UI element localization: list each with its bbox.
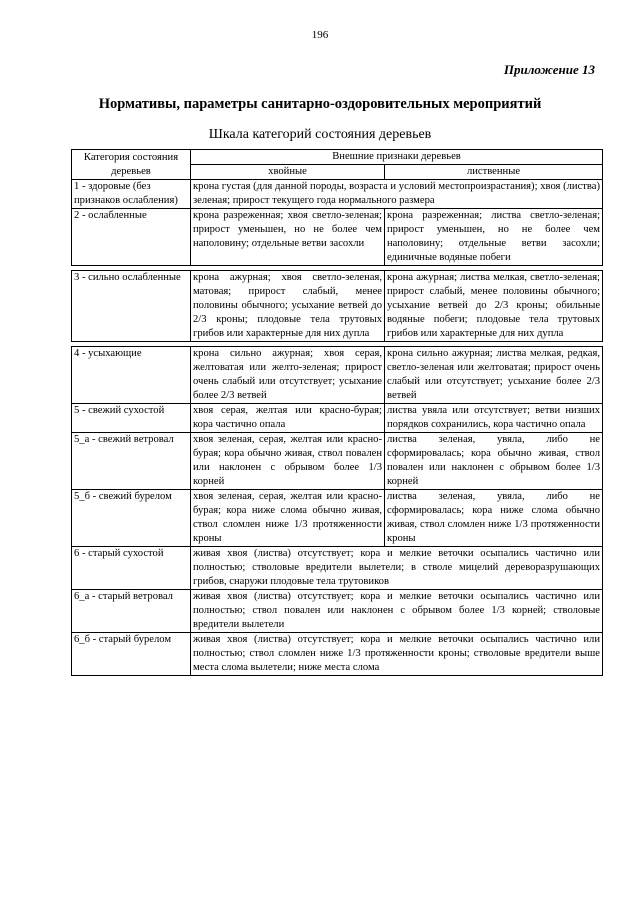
page-number: 196 (311, 29, 329, 41)
row-category: 5 - свежий сухостой (72, 404, 191, 433)
row-category: 4 - усыхающие (72, 347, 191, 404)
row-signs-merged: живая хвоя (листва) отсутствует; кора и мелкие веточки осыпались частично или полностью; ствол сломлен ниже 1/3 протяженности кроны; стволовые вредители выше места слома вылетели; ниже места слома (191, 633, 603, 676)
row-category: 2 - ослабленные (72, 209, 191, 266)
table-row (72, 633, 603, 676)
header-conifer: хвойные (191, 165, 385, 180)
row-category: 3 - сильно ослабленные (72, 271, 191, 342)
row-signs-conifer: крона разреженная; хвоя светло-зеленая; прирост уменьшен, но не более чем наполовину; отдельные ветви засохли (191, 209, 385, 266)
row-signs-deciduous: крона ажурная; листва мелкая, светло-зеленая; прирост слабый, менее половины обычного; усыхание ветвей до 2/3 кроны; обильные водяные побеги; плодовые тела трутовых грибов или характерные для них дупла (385, 271, 603, 342)
table-title: Шкала категорий состояния деревьев (208, 127, 432, 142)
row-signs-deciduous: листва зеленая, увяла, либо не сформировалась; кора обычно живая, ствол повален или наклонен с обрывом более 1/3 корней (385, 433, 603, 490)
header-deciduous: лиственные (385, 165, 603, 180)
table-row (72, 271, 603, 342)
table-row (72, 347, 603, 404)
document-title: Нормативы, параметры санитарно-оздоровительных мероприятий (98, 96, 542, 112)
row-category: 6 - старый сухостой (72, 547, 191, 590)
table-row (72, 590, 603, 633)
row-signs-merged: живая хвоя (листва) отсутствует; кора и мелкие веточки осыпались частично или полностью; ствол повален или наклонен с обрывом более 1/3 корней; стволовые вредители вылетели (191, 590, 603, 633)
table-header-row (72, 150, 603, 165)
tree-condition-table (71, 149, 603, 676)
row-signs-conifer: хвоя зеленая, серая, желтая или красно-бурая; кора обычно живая, ствол повален или наклонен с обрывом более 1/3 корней (191, 433, 385, 490)
header-signs: Внешние признаки деревьев (191, 150, 603, 165)
row-signs-deciduous: листва зеленая, увяла, либо не сформировалась; кора ниже слома обычно живая, ствол сломлен ниже 1/3 протяженности кроны (385, 490, 603, 547)
header-category: Категория состояния деревьев (72, 150, 191, 180)
row-category: 6_б - старый бурелом (72, 633, 191, 676)
row-signs-merged: живая хвоя (листва) отсутствует; кора и мелкие веточки осыпались частично или полностью; стволовые вредители вылетели; в стволе мицелий дереворазрушающих грибов, снаружи плодовые тела трутовиков (191, 547, 603, 590)
table-row (72, 433, 603, 490)
row-signs-merged: крона густая (для данной породы, возраста и условий местопроизрастания); хвоя (листва) зеленая; прирост текущего года нормального размера (191, 180, 603, 209)
row-category: 1 - здоровые (без признаков ослабления) (72, 180, 191, 209)
row-signs-conifer: крона ажурная; хвоя светло-зеленая, матовая; прирост слабый, менее половины обычного; усыхание ветвей до 2/3 кроны; плодовые тела трутовых грибов или характерные для них дупла (191, 271, 385, 342)
table-row (72, 490, 603, 547)
row-category: 5_б - свежий бурелом (72, 490, 191, 547)
row-signs-conifer: крона сильно ажурная; хвоя серая, желтоватая или желто-зеленая; прирост очень слабый или отсутствует; усыхание более 2/3 ветвей (191, 347, 385, 404)
row-signs-deciduous: листва увяла или отсутствует; ветви низших порядков сохранились, кора частично опала (385, 404, 603, 433)
appendix-label: Приложение 13 (503, 62, 595, 77)
row-signs-deciduous: крона сильно ажурная; листва мелкая, редкая, светло-зеленая или желтоватая; прирост очень слабый или отсутствует; усыхание более 2/3 ветвей (385, 347, 603, 404)
row-category: 6_а - старый ветровал (72, 590, 191, 633)
row-signs-deciduous: крона разреженная; листва светло-зеленая; прирост уменьшен, но не более чем наполовину; отдельные ветви засохли; единичные водяные побеги (385, 209, 603, 266)
table-row (72, 404, 603, 433)
table-row (72, 209, 603, 266)
table-row (72, 180, 603, 209)
row-signs-conifer: хвоя зеленая, серая, желтая или красно-бурая; кора ниже слома обычно живая, ствол сломлен ниже 1/3 протяженности кроны (191, 490, 385, 547)
table-row (72, 547, 603, 590)
row-signs-conifer: хвоя серая, желтая или красно-бурая; кора частично опала (191, 404, 385, 433)
row-category: 5_а - свежий ветровал (72, 433, 191, 490)
